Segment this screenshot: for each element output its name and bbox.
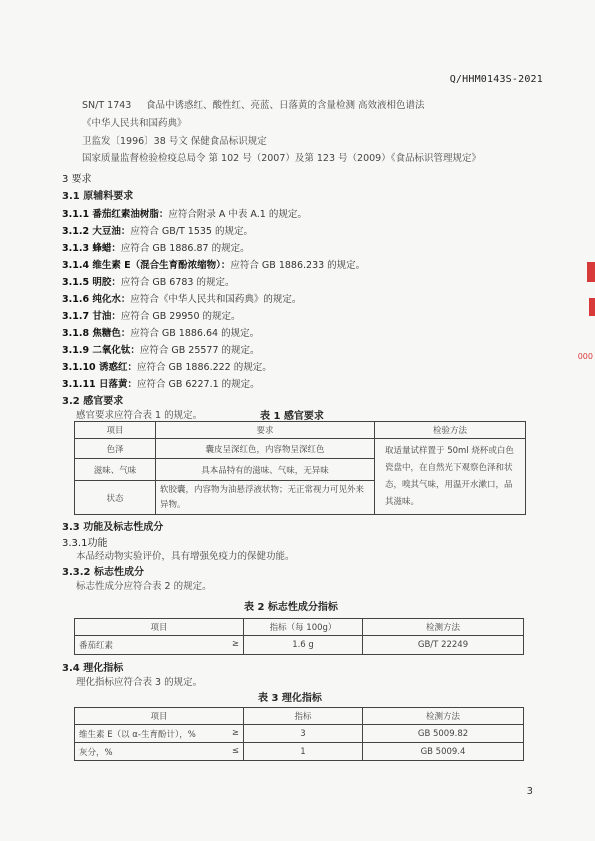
table-cell: 色泽 — [75, 439, 156, 459]
list-item: 3.1.10 诱惑红：应符合 GB 1886.222 的规定。 — [62, 362, 272, 373]
table-row — [75, 743, 524, 761]
table-cell: 取适量试样置于 50ml 烧杯或白色瓷盘中，在自然光下观察色泽和状态，嗅其气味，用温开水漱口，品其滋味。 — [375, 439, 526, 515]
marker-table — [74, 618, 524, 655]
table-cell: 囊皮呈深红色，内容物呈深红色 — [156, 439, 375, 459]
table-header: 项目 — [75, 708, 244, 725]
table-row — [75, 725, 524, 743]
paragraph: 理化指标应符合表 3 的规定。 — [76, 677, 203, 688]
table-cell: 1 — [244, 743, 363, 761]
seal-stamp — [587, 262, 595, 282]
table-cell: GB 5009.4 — [363, 743, 524, 761]
table-header: 指标 — [244, 708, 363, 725]
table-caption: 表 1 感官要求 — [260, 411, 324, 422]
list-item: 3.1.8 焦糖色：应符合 GB 1886.64 的规定。 — [62, 328, 260, 339]
table-cell: GB/T 22249 — [363, 636, 524, 655]
reference-text: 卫监发〔1996〕38 号文 保健食品标识规定 — [82, 136, 267, 147]
reference-line — [82, 133, 267, 147]
section-heading: 3.2 感官要求 — [62, 396, 124, 407]
list-item: 3.1.5 明胶：应符合 GB 6783 的规定。 — [62, 277, 235, 288]
table-header: 项目 — [75, 619, 244, 636]
list-item: 3.1.4 维生素 E（混合生育酚浓缩物）：应符合 GB 1886.233 的规定。 — [62, 260, 366, 271]
paragraph: 感官要求应符合表 1 的规定。 — [76, 410, 203, 421]
table-header: 要求 — [156, 422, 375, 439]
seal-stamp: 000 — [577, 352, 593, 361]
table-row — [75, 439, 526, 459]
table-cell: 软胶囊，内容物为油悬浮液状物；无正常视力可见外来异物。 — [156, 481, 375, 515]
table-header: 指标（每 100g） — [244, 619, 363, 636]
reference-code: SN/T 1743 — [82, 100, 132, 111]
table-caption: 表 2 标志性成分指标 — [244, 602, 338, 613]
section-heading: 3.4 理化指标 — [62, 663, 124, 674]
section-heading: 3.3.1功能 — [62, 538, 108, 549]
table-caption: 表 3 理化指标 — [258, 693, 322, 704]
table-cell: 状态 — [75, 481, 156, 515]
reference-text: 国家质量监督检验检疫总局令 第 102 号（2007）及第 123 号（2009）《食品标识管理规定》 — [82, 153, 481, 164]
section-heading: 3 要求 — [62, 174, 92, 185]
physicochemical-table — [74, 707, 524, 761]
reference-line — [82, 150, 481, 164]
paragraph: 本品经动物实验评价，具有增强免疫力的保健功能。 — [76, 551, 295, 562]
reference-text: 食品中诱惑红、酸性红、亮蓝、日落黄的含量检测 高效液相色谱法 — [146, 100, 425, 111]
page-number: 3 — [526, 786, 533, 797]
table-cell: 番茄红素 ≥ — [75, 636, 244, 655]
list-item: 3.1.3 蜂蜡：应符合 GB 1886.87 的规定。 — [62, 243, 250, 254]
list-item: 3.1.6 纯化水：应符合《中华人民共和国药典》的规定。 — [62, 294, 302, 305]
seal-stamp — [589, 298, 595, 316]
table-row — [75, 636, 524, 655]
standard-number: Q/HHM0143S-2021 — [449, 74, 543, 85]
sensory-table — [74, 421, 526, 515]
list-item: 3.1.11 日落黄：应符合 GB 6227.1 的规定。 — [62, 379, 260, 390]
table-cell: 3 — [244, 725, 363, 743]
reference-line — [82, 115, 187, 129]
table-header: 检测方法 — [363, 619, 524, 636]
table-header: 检验方法 — [375, 422, 526, 439]
table-cell: 灰分，% ≤ — [75, 743, 244, 761]
list-item: 3.1.2 大豆油：应符合 GB/T 1535 的规定。 — [62, 226, 253, 237]
list-item: 3.1.7 甘油：应符合 GB 29950 的规定。 — [62, 311, 241, 322]
section-heading: 3.1 原辅料要求 — [62, 191, 134, 202]
section-heading: 3.3.2 标志性成分 — [62, 567, 144, 578]
table-cell: GB 5009.82 — [363, 725, 524, 743]
list-item: 3.1.9 二氧化钛：应符合 GB 25577 的规定。 — [62, 345, 260, 356]
table-cell: 1.6 g — [244, 636, 363, 655]
table-cell: 具本品特有的滋味、气味，无异味 — [156, 459, 375, 481]
section-heading: 3.3 功能及标志性成分 — [62, 522, 164, 533]
list-item: 3.1.1 番茄红素油树脂：应符合附录 A 中表 A.1 的规定。 — [62, 209, 307, 220]
table-cell: 滋味、气味 — [75, 459, 156, 481]
reference-line — [82, 97, 425, 111]
table-cell: 维生素 E（以 α-生育酚计），% ≥ — [75, 725, 244, 743]
reference-text: 《中华人民共和国药典》 — [82, 118, 187, 129]
paragraph: 标志性成分应符合表 2 的规定。 — [76, 581, 212, 592]
table-header: 项目 — [75, 422, 156, 439]
table-header: 检测方法 — [363, 708, 524, 725]
